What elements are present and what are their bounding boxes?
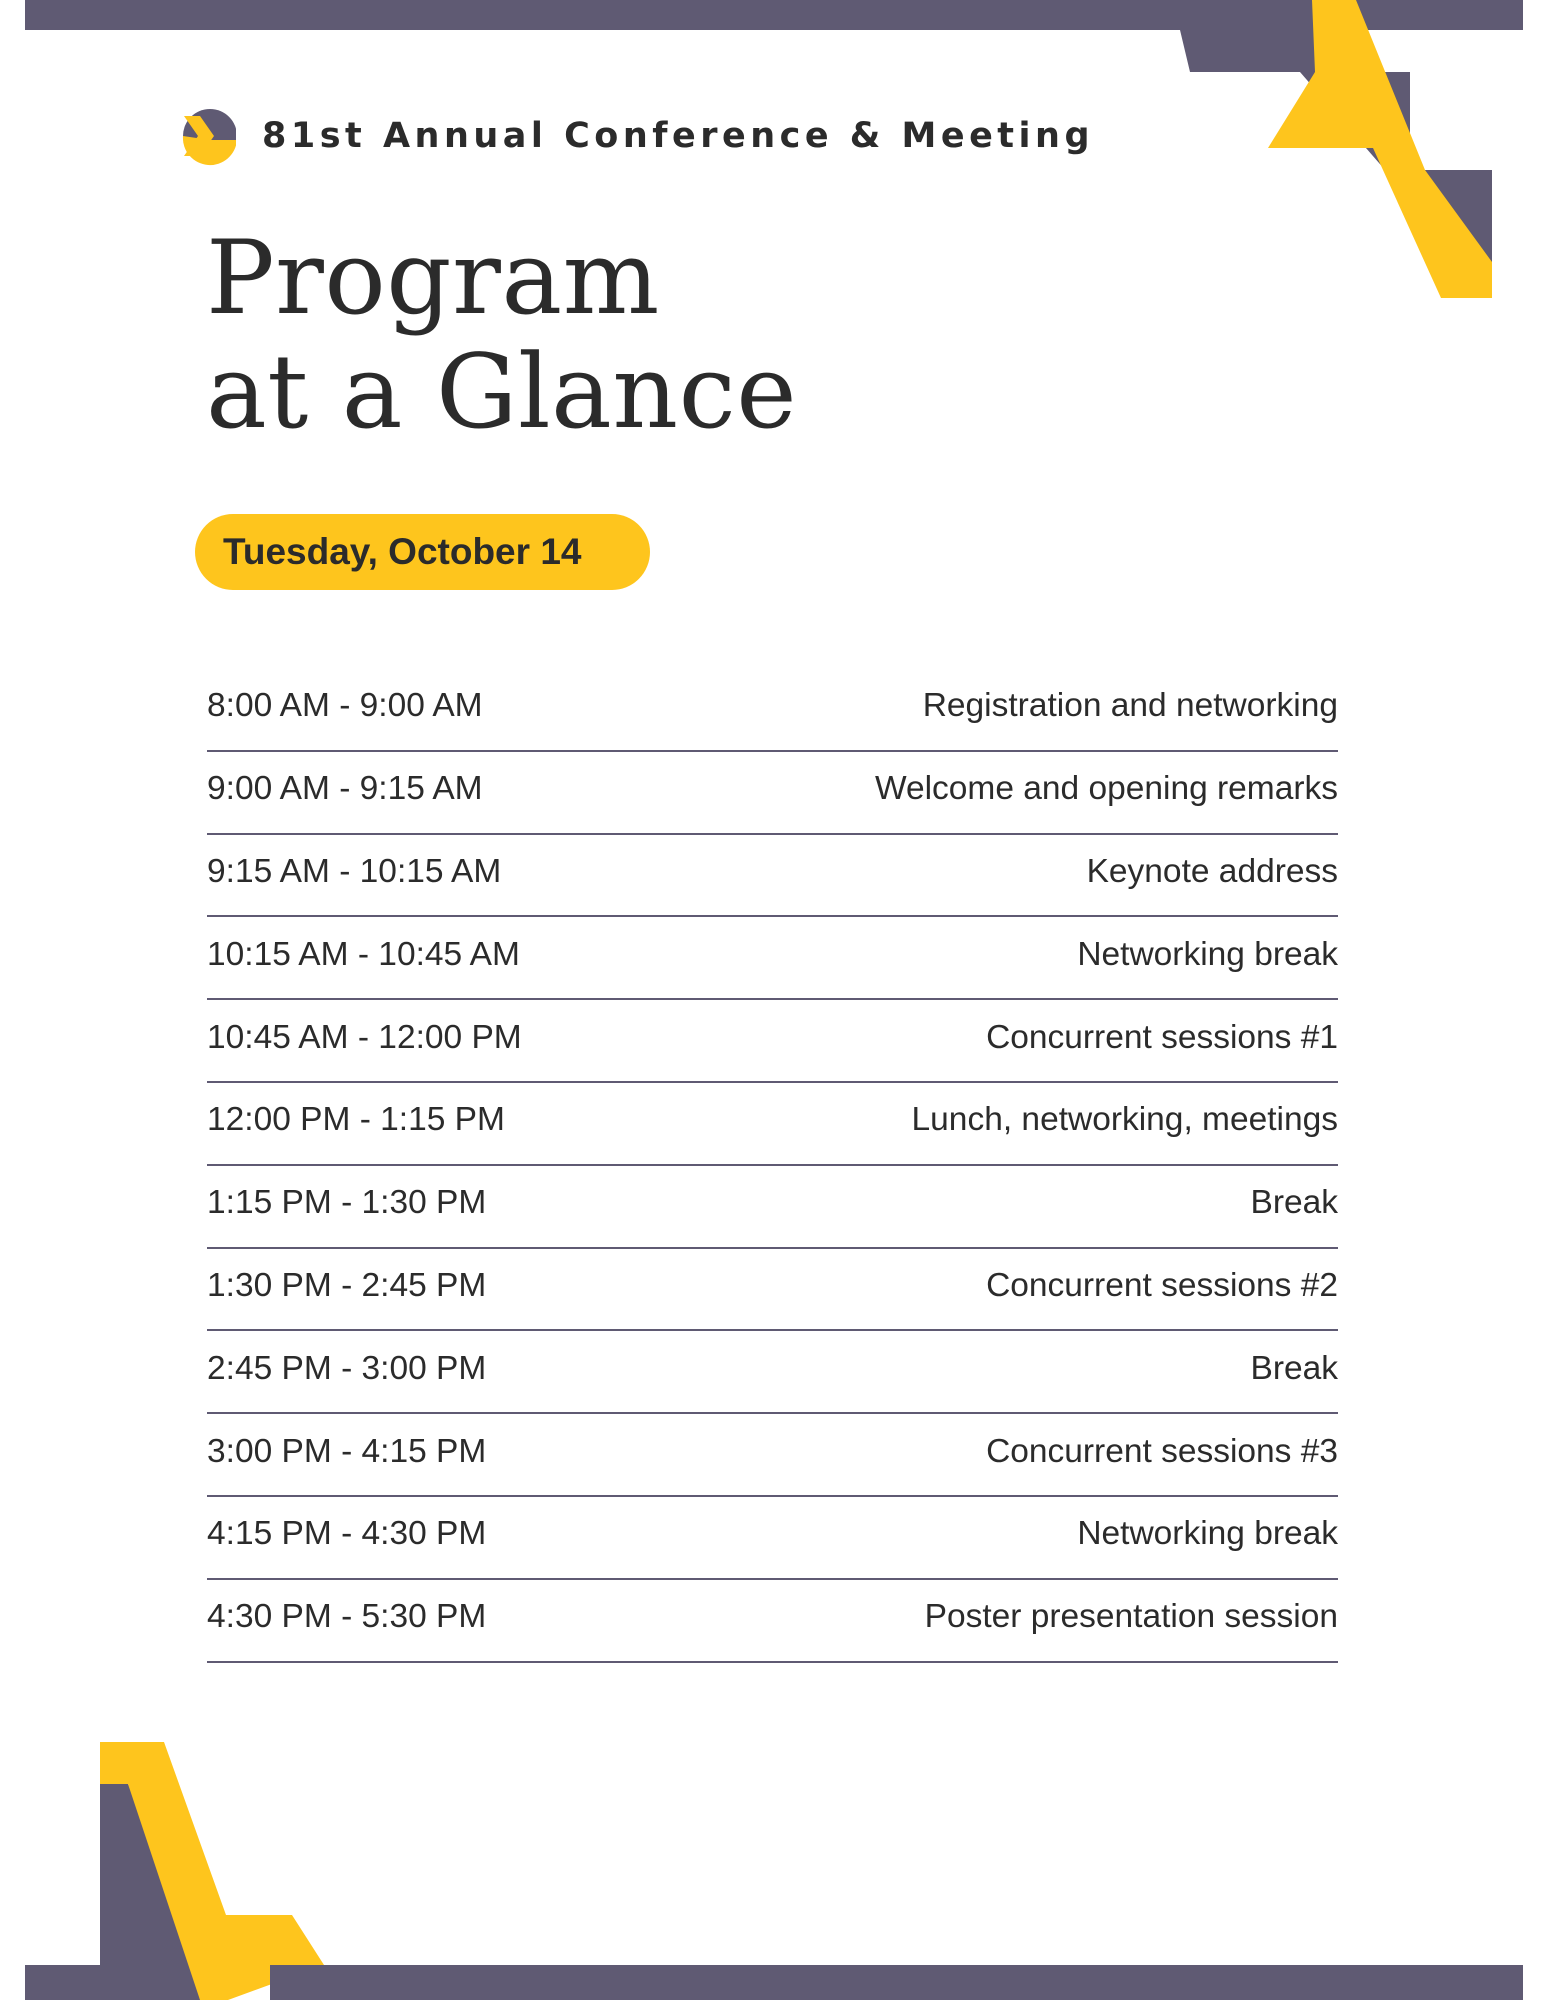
schedule-row: [207, 1083, 1338, 1166]
schedule-row: [207, 1000, 1338, 1083]
schedule-time: 9:00 AM - 9:15 AM: [207, 770, 483, 808]
schedule-row: [207, 1580, 1338, 1663]
schedule-row: [207, 1414, 1338, 1497]
schedule-event: Registration and networking: [922, 687, 1338, 725]
schedule-time: 12:00 PM - 1:15 PM: [207, 1101, 505, 1139]
page-title-line-2: at a Glance: [206, 333, 798, 452]
schedule-row: [207, 917, 1338, 1000]
header: [180, 106, 1094, 166]
schedule-event: Keynote address: [1086, 852, 1338, 890]
schedule-row: [207, 835, 1338, 918]
chevron-logo-icon: [180, 106, 236, 166]
schedule-row: [207, 1497, 1338, 1580]
schedule-event: Concurrent sessions #1: [986, 1018, 1338, 1056]
schedule-time: 10:15 AM - 10:45 AM: [207, 935, 520, 973]
schedule-time: 8:00 AM - 9:00 AM: [207, 687, 483, 725]
schedule-event: Poster presentation session: [924, 1598, 1338, 1636]
page-title-line-1: Program: [206, 219, 660, 338]
page-title: [206, 219, 798, 452]
bottom-bar-right: [270, 1965, 1523, 2000]
schedule-row: [207, 752, 1338, 835]
schedule-time: 9:15 AM - 10:15 AM: [207, 852, 502, 890]
schedule-row: [207, 1331, 1338, 1414]
schedule-time: 4:30 PM - 5:30 PM: [207, 1598, 487, 1636]
schedule-event: Networking break: [1077, 935, 1338, 973]
conference-name: 81st Annual Conference & Meeting: [262, 116, 1095, 156]
schedule-row: [207, 1249, 1338, 1332]
schedule-event: Concurrent sessions #2: [986, 1266, 1338, 1304]
schedule-time: 10:45 AM - 12:00 PM: [207, 1018, 522, 1056]
schedule-event: Lunch, networking, meetings: [911, 1101, 1338, 1139]
schedule-row: [207, 1166, 1338, 1249]
schedule-event: Networking break: [1077, 1515, 1338, 1553]
schedule-event: Break: [1250, 1349, 1338, 1387]
schedule-list: [207, 669, 1338, 1663]
schedule-time: 1:30 PM - 2:45 PM: [207, 1266, 487, 1304]
schedule-event: Break: [1250, 1184, 1338, 1222]
schedule-time: 4:15 PM - 4:30 PM: [207, 1515, 487, 1553]
schedule-time: 3:00 PM - 4:15 PM: [207, 1432, 487, 1470]
schedule-event: Welcome and opening remarks: [874, 770, 1338, 808]
bottom-left-purple-shape: [100, 1784, 214, 2000]
date-badge: Tuesday, October 14: [195, 514, 650, 590]
schedule-event: Concurrent sessions #3: [986, 1432, 1338, 1470]
top-bar: [25, 0, 1523, 30]
top-right-yellow-bolt: [1268, 0, 1492, 298]
bottom-bar: [25, 1965, 100, 2000]
bottom-left-yellow-bolt: [100, 1742, 324, 2000]
top-right-purple-shape: [1180, 30, 1492, 262]
schedule-row: [207, 669, 1338, 752]
schedule-time: 2:45 PM - 3:00 PM: [207, 1349, 487, 1387]
schedule-time: 1:15 PM - 1:30 PM: [207, 1184, 487, 1222]
